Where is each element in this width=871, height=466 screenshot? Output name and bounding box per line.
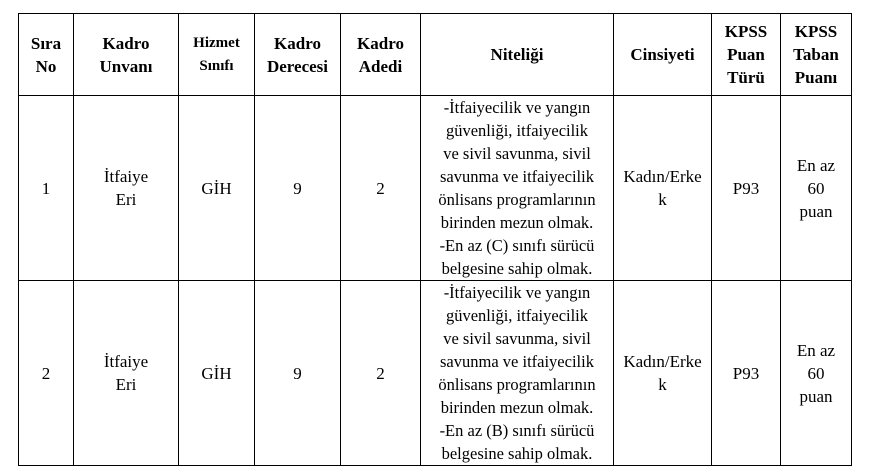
- cell-niteligi: -İtfaiyecilik ve yangın güvenliği, itfaiyecilik ve sivil savunma, sivil savunma ve itfaiyecilik önlisans programlarının birinden mezun olmak. -En az (B) sınıfı sürücü belgesine sahip olmak.: [421, 281, 614, 466]
- header-hizmet-sinifi: Hizmet Sınıfı: [179, 14, 255, 96]
- cell-kadro-unvani: İtfaiye Eri: [74, 96, 179, 281]
- cell-hizmet-sinifi: GİH: [179, 281, 255, 466]
- cell-kpss-taban-puani: En az 60 puan: [781, 96, 852, 281]
- cell-kpss-puan-turu: P93: [712, 281, 781, 466]
- header-niteligi: Niteliği: [421, 14, 614, 96]
- cell-sira-no: 1: [19, 96, 74, 281]
- cell-sira-no: 2: [19, 281, 74, 466]
- cell-kadro-adedi: 2: [341, 96, 421, 281]
- header-kadro-adedi: Kadro Adedi: [341, 14, 421, 96]
- cell-kadro-adedi: 2: [341, 281, 421, 466]
- header-row: [19, 14, 852, 96]
- header-sira-no: Sıra No: [19, 14, 74, 96]
- cell-hizmet-sinifi: GİH: [179, 96, 255, 281]
- cell-cinsiyeti: Kadın/Erke k: [614, 281, 712, 466]
- header-kpss-taban-puani: KPSS Taban Puanı: [781, 14, 852, 96]
- header-kadro-unvani: Kadro Unvanı: [74, 14, 179, 96]
- table-row: [19, 281, 852, 466]
- cell-cinsiyeti: Kadın/Erke k: [614, 96, 712, 281]
- cell-kadro-unvani: İtfaiye Eri: [74, 281, 179, 466]
- header-kpss-puan-turu: KPSS Puan Türü: [712, 14, 781, 96]
- header-kadro-derecesi: Kadro Derecesi: [255, 14, 341, 96]
- cell-kpss-puan-turu: P93: [712, 96, 781, 281]
- positions-table: [18, 13, 852, 466]
- header-cinsiyeti: Cinsiyeti: [614, 14, 712, 96]
- cell-niteligi: -İtfaiyecilik ve yangın güvenliği, itfaiyecilik ve sivil savunma, sivil savunma ve itfaiyecilik önlisans programlarının birinden mezun olmak. -En az (C) sınıfı sürücü belgesine sahip olmak.: [421, 96, 614, 281]
- cell-kadro-derecesi: 9: [255, 96, 341, 281]
- cell-kpss-taban-puani: En az 60 puan: [781, 281, 852, 466]
- table-row: [19, 96, 852, 281]
- cell-kadro-derecesi: 9: [255, 281, 341, 466]
